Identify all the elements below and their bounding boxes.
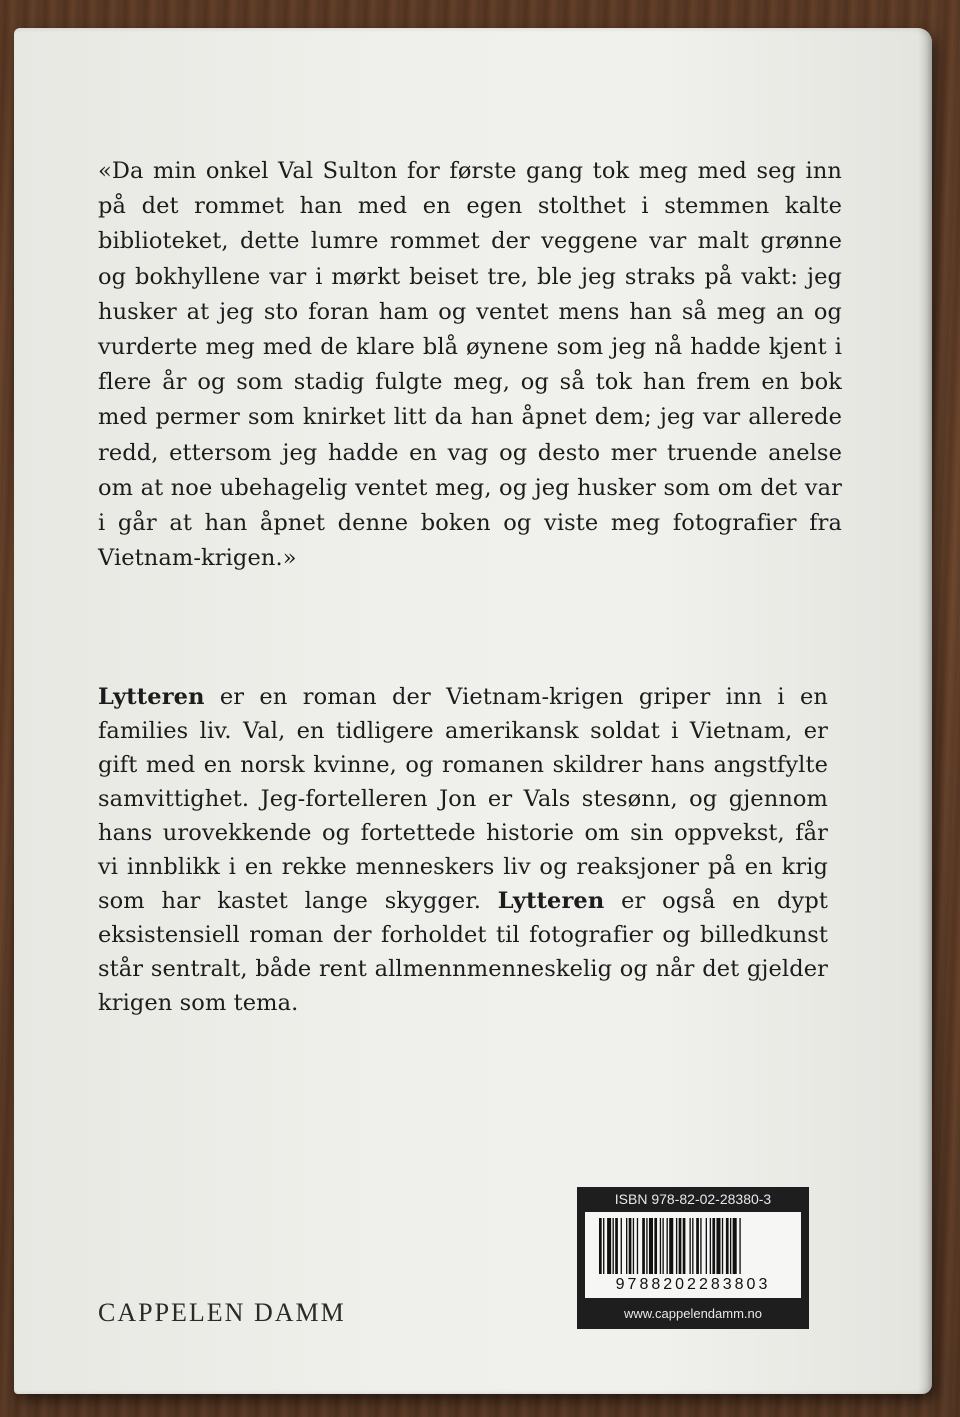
book-description	[98, 680, 828, 1020]
description-text: er en roman der Vietnam-krigen griper inn i en families liv. Val, en tidligere amerikansk soldat i Vietnam, er gift med en norsk kvinne, og romanen skildrer hans angstfylte samvittighet. Jeg-fortelleren Jon er Vals stesønn, og gjennom hans urovekkende og fortettede historie om sin oppvekst, får vi innblikk i en rekke menneskers liv og reaksjoner på en krig som har kastet lange skygger.	[98, 684, 828, 914]
book-title-emphasis: Lytteren	[98, 684, 205, 710]
book-back-cover	[14, 28, 932, 1394]
publisher-logo: CAPPELEN DAMM	[98, 1298, 346, 1327]
cover-edge-shadow	[918, 28, 932, 1394]
isbn-number: ISBN 978-82-02-28380-3	[614, 1191, 772, 1207]
excerpt-quote: «Da min onkel Val Sulton for første gang tok meg med seg inn på det rommet han med en egen stolthet i stemmen kalte biblioteket, dette lumre rommet der veggene var malt grønne og bokhyllene var i mørkt beiset tre, ble jeg straks på vakt: jeg husker at jeg sto foran ham og ventet mens han så meg an og vurderte meg med de klare blå øynene som jeg nå hadde kjent i flere år og som stadig fulgte meg, og så tok han frem en bok med permer som knirket litt da han åpnet dem; jeg var allerede redd, ettersom jeg hadde en vag og desto mer truende anelse om at noe ubehagelig ventet meg, og jeg husker som om det var i går at han åpnet denne boken og viste meg fotografier fra Vietnam-krigen.»	[98, 158, 842, 572]
barcode-digits: 9788202283803	[615, 1276, 771, 1293]
isbn-barcode-label	[577, 1187, 809, 1329]
description-text: er også en dypt eksistensiell roman der forholdet til fotografier og billedkunst står sentralt, både rent allmennmenneskelig og når det gjelder krigen som tema.	[98, 888, 828, 1016]
book-title-emphasis: Lytteren	[497, 888, 605, 914]
barcode	[585, 1212, 801, 1298]
publisher-website: www.cappelendamm.no	[623, 1306, 763, 1321]
barcode-bars	[595, 1218, 791, 1274]
